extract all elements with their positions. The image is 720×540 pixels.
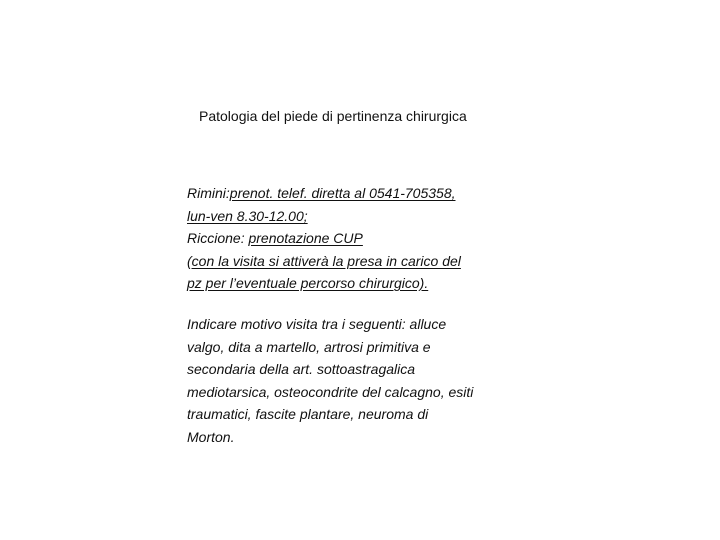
reasons-line-6: Morton. [187, 428, 235, 445]
rimini-line [187, 182, 532, 205]
booking-note-line-1: (con la visita si attiverà la presa in carico del [187, 252, 461, 269]
riccione-label: Riccione: [187, 230, 249, 246]
booking-info [187, 182, 532, 295]
rimini-hours: lun-ven 8.30-12.00; [187, 207, 308, 224]
reasons-line-3: secondaria della art. sottoastragalica [187, 361, 416, 377]
rimini-label: Rimini: [187, 185, 230, 201]
page-title: Patologia del piede di pertinenza chirurgica [199, 108, 467, 124]
reasons-line-2: valgo, dita a martello, artrosi primitiva e [187, 338, 431, 355]
reasons-line-4: mediotarsica, osteocondrite del calcagno, esiti [187, 383, 474, 400]
visit-reasons [187, 313, 532, 448]
riccione-cup-booking: prenotazione CUP [248, 230, 363, 246]
rimini-phone-booking: prenot. telef. diretta al 0541-705358, [229, 185, 456, 201]
reasons-line-1: Indicare motivo visita tra i seguenti: alluce [187, 316, 447, 332]
booking-note-line-2: pz per l’eventuale percorso chirurgico). [187, 275, 429, 291]
reasons-line-5: traumatici, fascite plantare, neuroma di [187, 406, 429, 422]
riccione-line [187, 227, 532, 250]
